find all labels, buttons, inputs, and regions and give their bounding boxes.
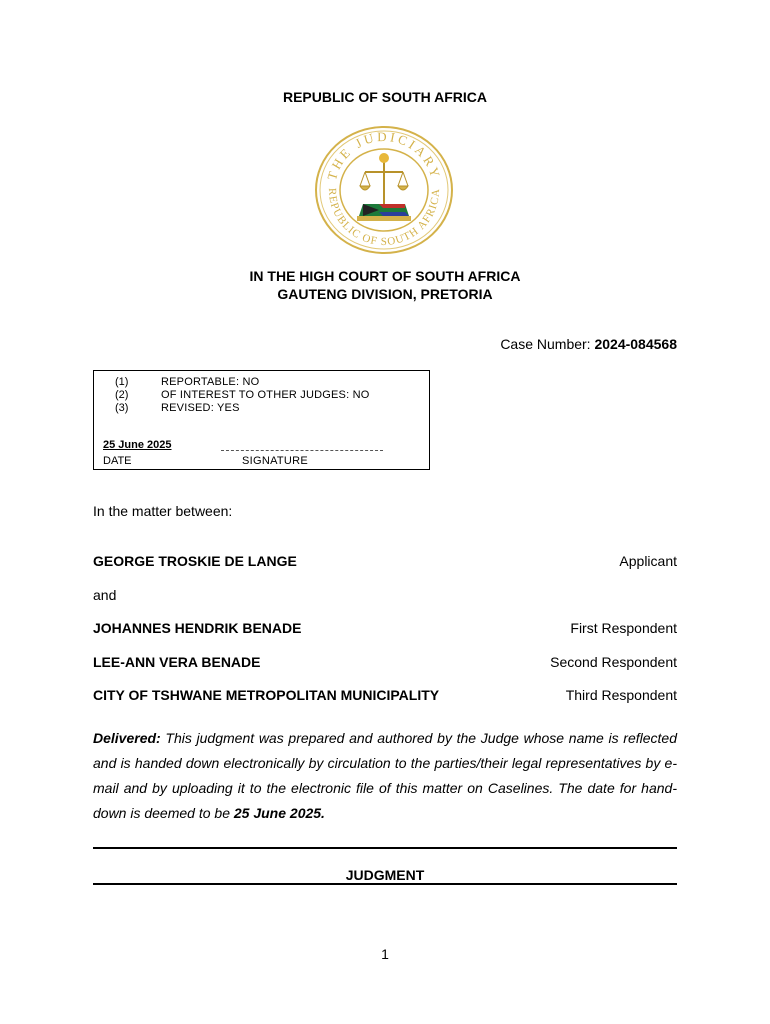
party-role: Third Respondent — [565, 687, 677, 703]
case-number-label: Case Number: — [500, 336, 595, 352]
judiciary-seal-logo — [313, 124, 455, 256]
and-text: and — [93, 587, 117, 603]
divider-bottom — [93, 883, 677, 885]
case-number — [500, 336, 677, 352]
delivered-label: Delivered: — [93, 730, 161, 746]
box-item-number: (3) — [115, 402, 129, 414]
judgment-heading: JUDGMENT — [345, 867, 425, 883]
delivered-paragraph — [93, 726, 677, 826]
delivered-text: This judgment was prepared and authored by the Judge whose name is reflected and is handed down electronically by circulation to the parties/their legal representatives by e-mail and by uploading it to the electronic file of this matter on Caselines. The date for hand-down is deemed to be — [93, 730, 677, 821]
matter-intro: In the matter between: — [93, 503, 233, 519]
delivered-date: 25 June 2025. — [233, 805, 325, 821]
page-number: 1 — [381, 946, 389, 962]
party-role: First Respondent — [570, 620, 677, 636]
party-name: GEORGE TROSKIE DE LANGE — [93, 553, 297, 569]
court-division: GAUTENG DIVISION, PRETORIA — [277, 286, 493, 302]
box-date-value: 25 June 2025 — [103, 439, 172, 451]
box-item-number: (2) — [115, 389, 129, 401]
svg-text:THE JUDICIARY: THE JUDICIARY — [324, 128, 444, 182]
box-item-text: OF INTEREST TO OTHER JUDGES: NO — [161, 389, 370, 401]
country-heading: REPUBLIC OF SOUTH AFRICA — [282, 89, 488, 105]
party-name: JOHANNES HENDRIK BENADE — [93, 620, 302, 636]
box-item-text: REPORTABLE: NO — [161, 376, 260, 388]
signature-line — [221, 450, 383, 451]
box-item-text: REVISED: YES — [161, 402, 240, 414]
svg-text:REPUBLIC OF SOUTH AFRICA: REPUBLIC OF SOUTH AFRICA — [325, 187, 443, 249]
party-name: LEE-ANN VERA BENADE — [93, 654, 261, 670]
court-name: IN THE HIGH COURT OF SOUTH AFRICA — [249, 268, 521, 284]
box-item-number: (1) — [115, 376, 129, 388]
box-date-label: DATE — [103, 455, 132, 467]
reportability-box — [93, 370, 430, 470]
divider-top — [93, 847, 677, 849]
box-signature-label: SIGNATURE — [242, 455, 309, 467]
party-role: Applicant — [619, 553, 677, 569]
case-number-value: 2024-084568 — [594, 336, 677, 352]
party-role: Second Respondent — [550, 654, 677, 670]
party-name: CITY OF TSHWANE METROPOLITAN MUNICIPALITY — [93, 687, 440, 703]
